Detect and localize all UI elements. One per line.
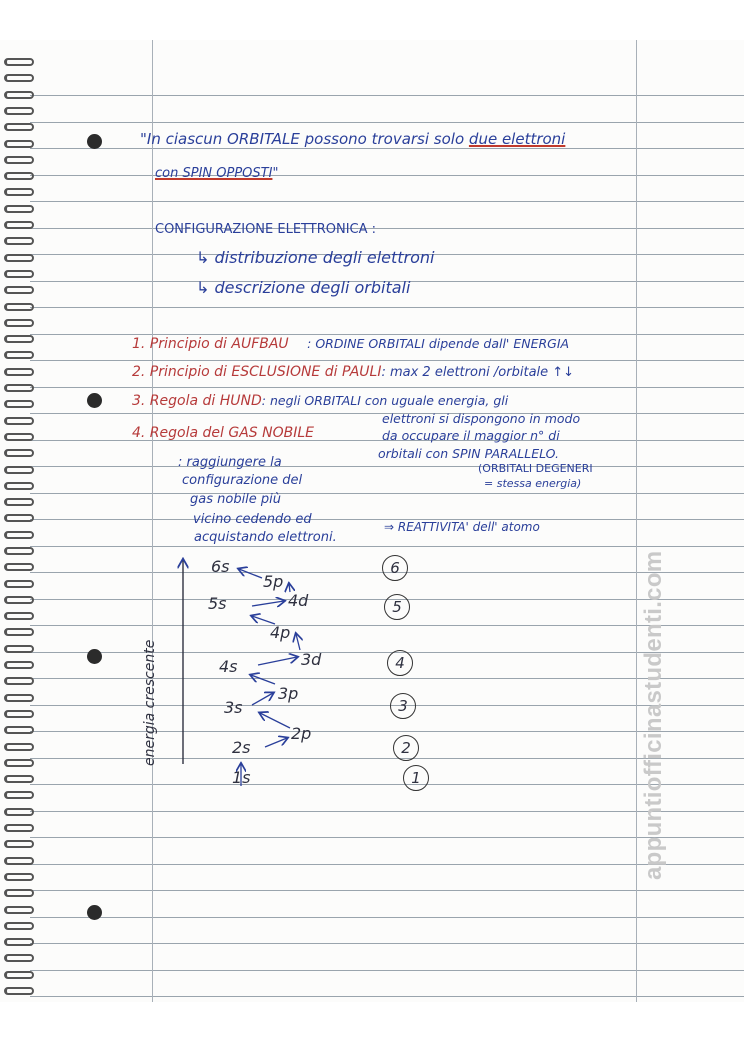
principle-label: 2. Principio di ESCLUSIONE di PAULI (132, 364, 382, 380)
orbital-2p: 2p (291, 724, 312, 743)
config-title: CONFIGURAZIONE ELETTRONICA : (155, 222, 377, 237)
orbital-3p: 3p (278, 684, 299, 703)
principle-4: 4. Regola del GAS NOBILE (132, 425, 314, 441)
principle-label: 1. Principio di AUFBAU (132, 336, 289, 352)
arrow-5s-4d (252, 601, 284, 606)
period-number: 2 (393, 735, 419, 761)
principle-3-cont: elettroni si dispongono in modo (382, 411, 581, 426)
config-item-description: ↳ descrizione degli orbitali (196, 278, 411, 297)
orbital-6s: 6s (211, 557, 230, 576)
principle-3-cont: da occupare il maggior n° di (382, 428, 560, 443)
arrow-3p-4s (251, 675, 275, 684)
energy-axis-label: energia crescente (142, 639, 158, 766)
principle-4-text: configurazione del (182, 473, 303, 488)
period-number: 6 (382, 555, 408, 581)
arrow-5p-6s (239, 569, 262, 578)
principle-4-text: vicino cedendo ed (193, 512, 312, 527)
orbital-4p: 4p (270, 623, 291, 642)
principle-text: : max 2 elettroni /orbitale ↑↓ (381, 365, 575, 380)
quote-highlight: due elettroni (468, 130, 566, 148)
principle-3-cont: orbitali con SPIN PARALLELO. (378, 446, 559, 461)
arrow-3s-3p (252, 693, 273, 705)
orbital-3d: 3d (301, 650, 322, 669)
quote-text: "In ciascun ORBITALE possono trovarsi solo (140, 130, 469, 148)
arrow-4s-3d (258, 657, 297, 665)
principle-label: 3. Regola di HUND (132, 393, 262, 409)
reactivity-result: ⇒ REATTIVITA' dell' atomo (384, 520, 540, 534)
period-number: 1 (403, 765, 429, 791)
orbital-4s: 4s (219, 657, 238, 676)
quote-close: " (272, 166, 279, 181)
principle-text: : ORDINE ORBITALI dipende dall' ENERGIA (307, 336, 570, 351)
orbital-5s: 5s (208, 594, 227, 613)
arrow-3d-4p (296, 634, 300, 650)
orbital-4d: 4d (288, 591, 309, 610)
principle-4-text: gas nobile più (190, 492, 282, 507)
watermark: appuntiofficinastudenti.com (640, 550, 667, 880)
arrow-2s-2p (265, 738, 287, 747)
orbital-3s: 3s (224, 698, 243, 717)
principle-text: : negli ORBITALI con uguale energia, gli (261, 393, 509, 408)
period-number: 3 (390, 693, 416, 719)
principle-4-text: : raggiungere la (178, 455, 282, 470)
orbital-1s: 1s (232, 768, 251, 787)
orbital-5p: 5p (263, 572, 284, 591)
orbital-2s: 2s (232, 738, 251, 757)
arrow-2p-3s (260, 713, 290, 728)
period-number: 5 (384, 594, 410, 620)
degenerate-note: (ORBITALI DEGENERI (478, 462, 593, 475)
period-number: 4 (387, 650, 413, 676)
quote-highlight: con SPIN OPPOSTI (155, 166, 273, 181)
config-item-distribution: ↳ distribuzione degli elettroni (196, 248, 435, 267)
principle-4-text: acquistando elettroni. (194, 530, 337, 545)
degenerate-note: = stessa energia) (484, 477, 582, 490)
